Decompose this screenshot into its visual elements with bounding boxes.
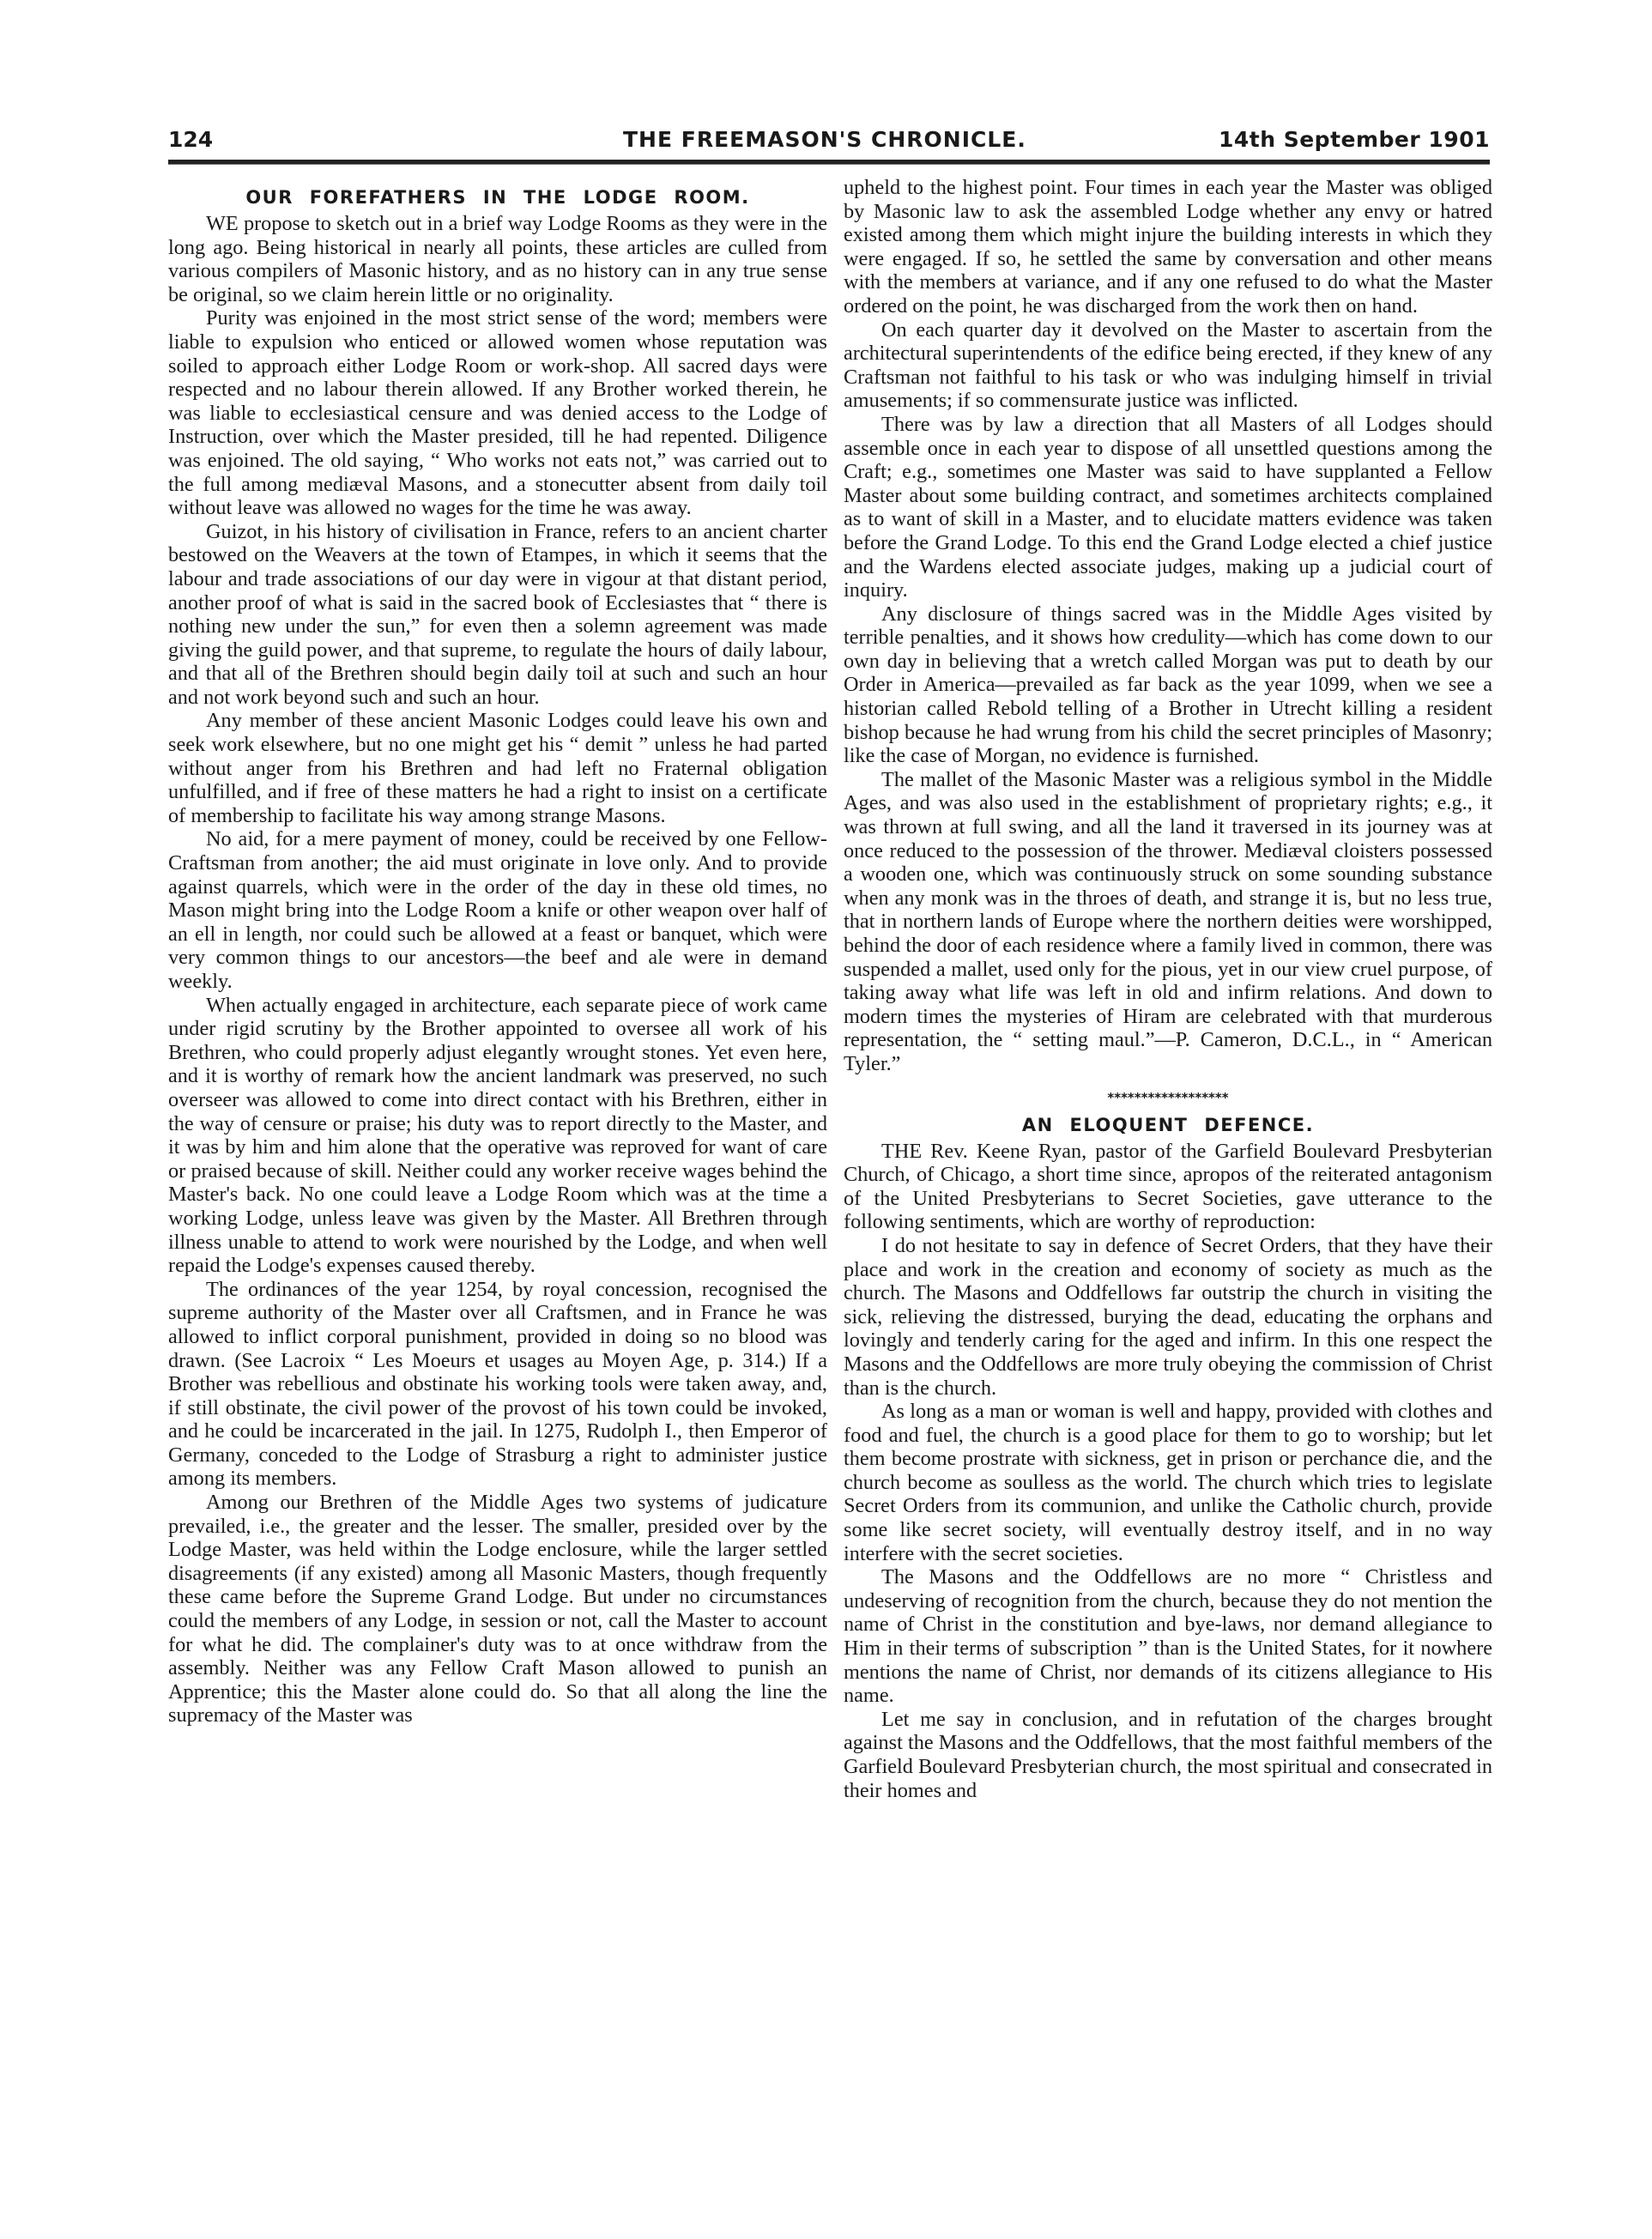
paragraph: I do not hesitate to say in defence of Secret Orders, that they have their place and work in the creation and economy of society as much as the church. The Masons and Oddfellows far outstrip the church in visiting the sick, relieving the distressed, burying the dead, educating the orphans and lovingly and tenderly caring for the aged and infirm. In this one respect the Masons and the Oddfellows are more truly obeying the commission of Christ than is the church. xyxy=(844,1233,1492,1400)
header-rule xyxy=(168,160,1490,165)
paragraph: The Masons and the Oddfellows are no more “ Christless and undeserving of recognition from the church, because they do not mention the name of Christ in the constitution and bye-laws, nor demand allegiance to Him in their terms of subscription ” than is the United States, for it nowhere mentions the name of Christ, nor demands of its citizens allegiance to His name. xyxy=(844,1565,1492,1708)
paragraph: There was by law a direction that all Masters of all Lodges should assemble once in each year to dispose of all unsettled questions among the Craft; e.g., sometimes one Master was said to have supplanted a Fellow Master about some building contract, and sometimes architects complained as to want of skill in a Master, and to elucidate matters evidence was taken before the Grand Lodge. To this end the Grand Lodge elected a chief justice and the Wardens elected associate judges, making up a judicial court of inquiry. xyxy=(844,412,1492,602)
paragraph: THE Rev. Keene Ryan, pastor of the Garfield Boulevard Presbyterian Church, of Chicago, a short time since, apropos of the reiterated antagonism of the United Presbyterians to Secret Societies, gave utterance to the following sentiments, which are worthy of reproduction: xyxy=(844,1139,1492,1234)
paragraph: On each quarter day it devolved on the Master to ascertain from the architectural superintendents of the edifice being erected, if they knew of any Craftsman not faithful to his task or who was indulging himself in trivial amusements; if so commensurate justice was inflicted. xyxy=(844,318,1492,413)
journal-title: THE FREEMASON'S CHRONICLE. xyxy=(623,127,1026,152)
paragraph: Purity was enjoined in the most strict sense of the word; members were liable to expulsion who enticed or allowed women whose reputation was soiled to approach either Lodge Room or work-shop. All sacred days were respected and no labour therein allowed. If any Brother worked therein, he was liable to ecclesiastical censure and was denied access to the Lodge of Instruction, over which the Master presided, till he had repented. Diligence was enjoined. The old saying, “ Who works not eats not,” was carried out to the full among mediæval Masons, and a stonecutter absent from daily toil without leave was allowed no wages for the time he was away. xyxy=(168,306,827,520)
paragraph: As long as a man or woman is well and happy, provided with clothes and food and fuel, the church is a good place for them to go to worship; but let them become prostrate with sickness, get in prison or perchance die, and the church become as soulless as the world. The church which tries to legislate Secret Orders from its communion, and unlike the Catholic church, provide some like secret society, will eventually destroy itself, and in no way interfere with the secret societies. xyxy=(844,1400,1492,1565)
page-number: 124 xyxy=(168,127,214,152)
section-divider: ****************** xyxy=(1107,1089,1229,1105)
paragraph: Guizot, in his history of civilisation in France, refers to an ancient charter bestowed on the Weavers at the town of Etampes, in which it seems that the labour and trade associations of our day were in vigour at that distant period, another proof of what is said in the sacred book of Ecclesiastes that “ there is nothing new under the sun,” for even then a solemn agreement was made giving the guild power, and that supreme, to regulate the hours of daily labour, and that all of the Brethren should begin daily toil at such and such an hour and not work beyond such and such an hour. xyxy=(168,519,827,709)
article-title: OUR FOREFATHERS IN THE LODGE ROOM. xyxy=(245,187,750,208)
paragraph: WE propose to sketch out in a brief way Lodge Rooms as they were in the long ago. Being historical in nearly all points, these articles are culled from various compilers of Masonic history, and as no history can in any true sense be original, so we claim herein little or no originality. xyxy=(168,212,827,306)
paragraph: The ordinances of the year 1254, by royal concession, recognised the supreme authority of the Master over all Craftsmen, and in France he was allowed to inflict corporal punishment, provided in doing so no blood was drawn. (See Lacroix “ Les Moeurs et usages au Moyen Age, p. 314.) If a Brother was rebellious and obstinate his working tools were taken away, and, if still obstinate, the civil power of the provost of his town could be invoked, and he could be incarcerated in the jail. In 1275, Rudolph I., then Emperor of Germany, conceded to the Lodge of Strasburg a right to administer justice among its members. xyxy=(168,1277,827,1491)
issue-date: 14th September 1901 xyxy=(1218,127,1490,152)
article-title: AN ELOQUENT DEFENCE. xyxy=(1021,1114,1315,1135)
paragraph: Let me say in conclusion, and in refutation of the charges brought against the Masons and the Oddfellows, that the most faithful members of the Garfield Boulevard Presbyterian church, the most spiritual and consecrated in their homes and xyxy=(844,1707,1492,1802)
paragraph: When actually engaged in architecture, each separate piece of work came under rigid scrutiny by the Brother appointed to oversee all work of his Brethren, who could properly adjust elegantly wrought stones. Yet even here, and it is worthy of remark how the ancient landmark was preserved, no such overseer was allowed to come into direct contact with his Brethren, either in the way of censure or praise; his duty was to report directly to the Master, and it was by him and him alone that the operative was reproved for want of care or praised because of skill. Neither could any worker receive wages behind the Master's back. No one could leave a Lodge Room which was at the time a working Lodge, unless leave was given by the Master. All Brethren through illness unable to attend to work were nourished by the Lodge, and when well repaid the Lodge's expenses caused thereby. xyxy=(168,993,827,1278)
paragraph: Among our Brethren of the Middle Ages two systems of judicature prevailed, i.e., the greater and the lesser. The smaller, presided over by the Lodge Master, was held within the Lodge enclosure, while the larger settled disagreements (if any existed) among all Masonic Masters, though frequently these came before the Supreme Grand Lodge. But under no circumstances could the members of any Lodge, in session or not, call the Master to account for what he did. The complainer's duty was to at once withdraw from the assembly. Neither was any Fellow Craft Mason allowed to punish an Apprentice; this the Master alone could do. So that all along the line the supremacy of the Master was xyxy=(168,1491,827,1728)
right-column xyxy=(844,176,1492,1802)
paragraph: Any disclosure of things sacred was in the Middle Ages visited by terrible penalties, and it shows how credulity—which has come down to our own day in believing that a wretch called Morgan was put to death by our Order in America—prevailed as far back as the year 1099, when we see a historian called Rebold telling of a Brother in Utrecht killing a resident bishop because he had wrung from his child the secret principles of Masonry; like the case of Morgan, no evidence is furnished. xyxy=(844,602,1492,768)
left-column xyxy=(168,185,827,1728)
page-header xyxy=(168,120,1490,154)
paragraph: The mallet of the Masonic Master was a religious symbol in the Middle Ages, and was also used in the establishment of proprietary rights; e.g., it was thrown at full swing, and all the land it traversed in its journey was at once reduced to the possession of the thrower. Mediæval cloisters possessed a wooden one, which was continuously struck on some sounding substance when any monk was in the throes of death, and strange it is, but no less true, that in northern lands of Europe where the northern deities were worshipped, behind the door of each residence where a family lived in common, there was suspended a mallet, used only for the pious, yet in our view cruel purpose, of taking away what life was left in old and infirm relations. And down to modern times the mysteries of Hiram are celebrated with that murderous representation, the “ setting maul.”—P. Cameron, D.C.L., in “ American Tyler.” xyxy=(844,767,1492,1075)
paragraph-continued: upheld to the highest point. Four times in each year the Master was obliged by Masonic law to ask the assembled Lodge whether any envy or hatred existed among them which might injure the building interests in which they were engaged. If so, he settled the same by conversation and other means with the members at variance, and if any one refused to do what the Master ordered on the point, he was discharged from the work then on hand. xyxy=(844,176,1492,318)
paragraph: Any member of these ancient Masonic Lodges could leave his own and seek work elsewhere, but no one might get his “ demit ” unless he had parted without anger from his Brethren and had left no Fraternal obligation unfulfilled, and if free of these matters he had a right to insist on a certificate of membership to facilitate his way among strange Masons. xyxy=(168,709,827,827)
paragraph: No aid, for a mere payment of money, could be received by one Fellow-Craftsman from another; the aid must originate in love only. And to provide against quarrels, which were in the order of the day in these old times, no Mason might bring into the Lodge Room a knife or other weapon over half of an ell in length, nor could such be allowed at a feast or banquet, which were very common things to our ancestors—the beef and ale were in demand weekly. xyxy=(168,827,827,993)
